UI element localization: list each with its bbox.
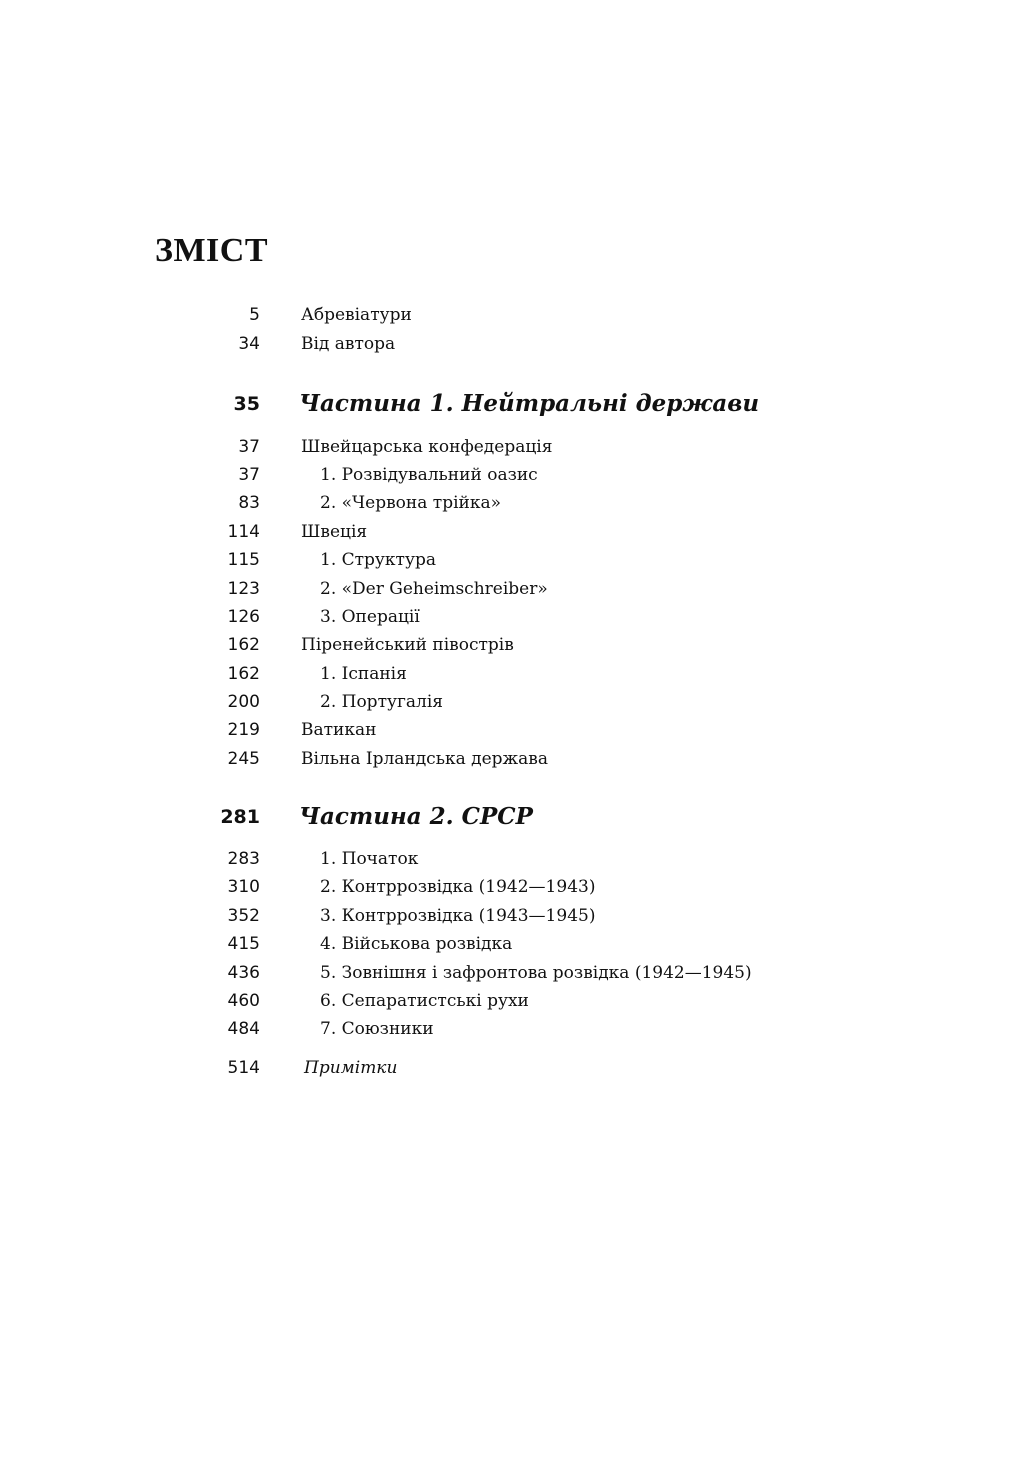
toc-entry-irish-free-state[interactable]: [0, 745, 1034, 773]
toc-page-number: 310: [227, 877, 260, 897]
toc-entry-label: 3. Операції: [320, 607, 420, 627]
toc-subentry[interactable]: [0, 688, 1034, 716]
toc-page-number: 114: [227, 522, 260, 542]
toc-subentry[interactable]: [0, 546, 1034, 574]
toc-page-number: 123: [227, 579, 260, 599]
toc-entry-label: 2. «Червона трійка»: [320, 493, 501, 513]
toc-entry-label: 1. Початок: [320, 849, 419, 869]
toc-entry-label: Вільна Ірландська держава: [301, 749, 549, 769]
toc-entry-label: 2. Контррозвідка (1942—1943): [320, 877, 596, 897]
toc-page-number: 415: [227, 934, 260, 954]
toc-page-number: 83: [238, 493, 260, 513]
toc-page-number: 162: [227, 635, 260, 655]
toc-subentry[interactable]: [0, 603, 1034, 631]
toc-entry-label: 1. Розвідувальний оазис: [320, 465, 538, 485]
toc-subentry[interactable]: [0, 902, 1034, 930]
toc-page-number: 514: [227, 1058, 260, 1078]
toc-page-number: 484: [227, 1019, 260, 1039]
toc-entry-label: Від автора: [301, 334, 396, 354]
toc-part-1-heading[interactable]: [0, 390, 1034, 418]
toc-subentry[interactable]: [0, 930, 1034, 958]
toc-entry-abbreviations[interactable]: [0, 301, 1034, 329]
toc-subentry[interactable]: [0, 987, 1034, 1015]
toc-subentry[interactable]: [0, 660, 1034, 688]
toc-entry-iberian-peninsula[interactable]: [0, 631, 1034, 659]
toc-page-number: 460: [227, 991, 260, 1011]
toc-page-number: 219: [227, 720, 260, 740]
toc-entry-label: Піренейський півострів: [301, 635, 514, 655]
toc-entry-label: 1. Іспанія: [320, 664, 407, 684]
toc-subentry[interactable]: [0, 1015, 1034, 1043]
toc-entry-switzerland[interactable]: [0, 433, 1034, 461]
toc-entry-from-author[interactable]: [0, 330, 1034, 358]
toc-subentry[interactable]: [0, 489, 1034, 517]
toc-subentry[interactable]: [0, 845, 1034, 873]
toc-entry-label: 1. Структура: [320, 550, 436, 570]
page-title: ЗМІСТ: [155, 232, 268, 269]
toc-entry-sweden[interactable]: [0, 518, 1034, 546]
toc-page-number: 37: [238, 465, 260, 485]
toc-subentry[interactable]: [0, 873, 1034, 901]
toc-entry-label: Абревіатури: [301, 305, 412, 325]
toc-entry-label: 4. Військова розвідка: [320, 934, 513, 954]
toc-page-number: 37: [238, 437, 260, 457]
toc-page-number: 5: [249, 305, 260, 325]
toc-page-number: 35: [233, 393, 260, 415]
toc-page-number: 115: [227, 550, 260, 570]
toc-entry-label: 2. Португалія: [320, 692, 443, 712]
toc-part-label: Частина 1. Нейтральні держави: [299, 390, 760, 417]
toc-subentry[interactable]: [0, 461, 1034, 489]
toc-entry-label: 6. Сепаратистські рухи: [320, 991, 529, 1011]
toc-page-number: 245: [227, 749, 260, 769]
toc-page-number: 283: [227, 849, 260, 869]
toc-entry-label: Швеція: [301, 522, 368, 542]
toc-page-number: 126: [227, 607, 260, 627]
toc-page-number: 34: [238, 334, 260, 354]
toc-part-2-heading[interactable]: [0, 803, 1034, 831]
toc-entry-label: Ватикан: [301, 720, 377, 740]
toc-entry-label: 2. «Der Geheimschreiber»: [320, 579, 548, 599]
toc-entry-label: 5. Зовнішня і зафронтова розвідка (1942—1945): [320, 963, 752, 983]
toc-page-number: 352: [227, 906, 260, 926]
toc-page-number: 200: [227, 692, 260, 712]
toc-entry-label: Швейцарська конфедерація: [301, 437, 553, 457]
toc-part-label: Частина 2. СРСР: [299, 803, 533, 830]
toc-subentry[interactable]: [0, 575, 1034, 603]
toc-subentry[interactable]: [0, 959, 1034, 987]
toc-entry-label: 3. Контррозвідка (1943—1945): [320, 906, 596, 926]
toc-page-number: 162: [227, 664, 260, 684]
toc-page-number: 281: [220, 806, 260, 828]
toc-entry-label: Примітки: [304, 1058, 398, 1078]
toc-page-number: 436: [227, 963, 260, 983]
toc-entry-notes[interactable]: [0, 1054, 1034, 1082]
toc-entry-label: 7. Союзники: [320, 1019, 434, 1039]
toc-entry-vatican[interactable]: [0, 716, 1034, 744]
